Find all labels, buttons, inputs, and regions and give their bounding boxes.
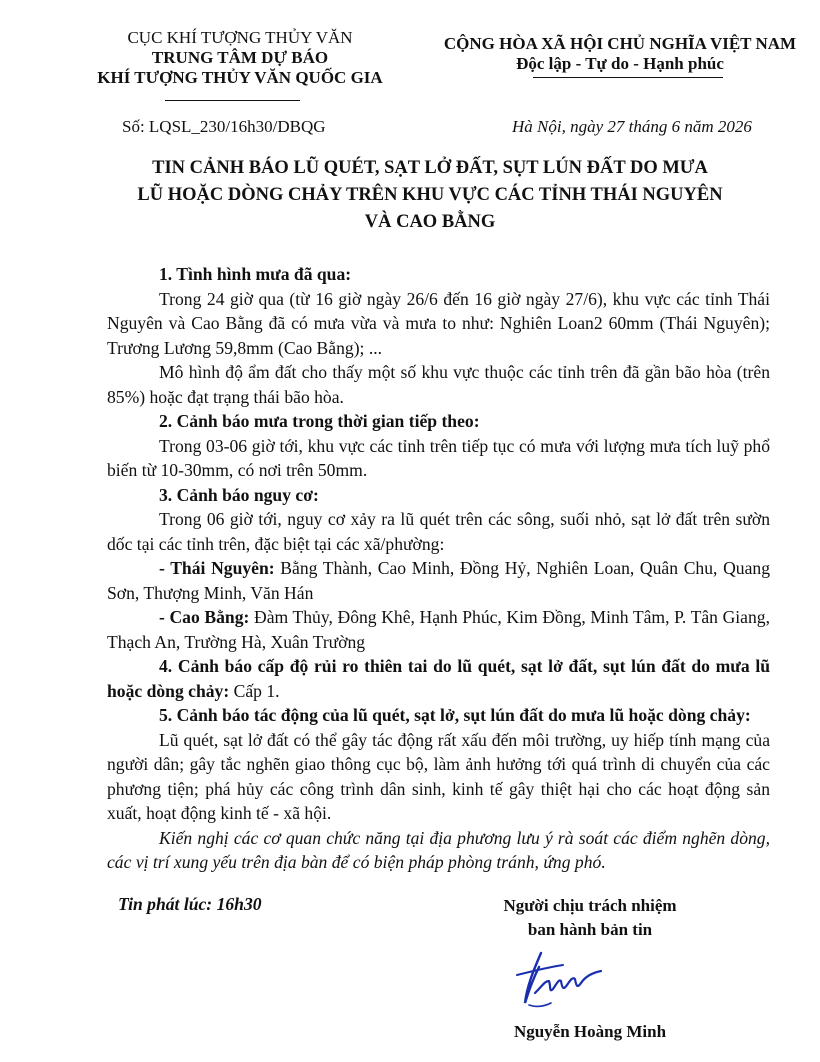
section-3-paragraph: Trong 06 giờ tới, nguy cơ xảy ra lũ quét trên các sông, suối nhỏ, sạt lở đất trên sườn dốc tại các tỉnh trên, đặc biệt tại các xã/phường: xyxy=(107,509,770,554)
signer-role xyxy=(440,894,740,942)
section-1-heading: 1. Tình hình mưa đã qua: xyxy=(159,264,352,284)
section-3-thai-nguyen xyxy=(107,556,770,605)
section-5-heading: 5. Cảnh báo tác động của lũ quét, sạt lở, sụt lún đất do mưa lũ hoặc dòng chảy: xyxy=(159,705,751,725)
section-1-paragraph-2: Mô hình độ ẩm đất cho thấy một số khu vực thuộc các tỉnh trên đã gần bão hòa (trên 85%) hoặc đạt trạng thái bão hòa. xyxy=(107,362,770,407)
title-line-2: LŨ HOẶC DÒNG CHẢY TRÊN KHU VỰC CÁC TỈNH THÁI NGUYÊN xyxy=(137,185,723,205)
motto-underline xyxy=(533,77,723,78)
agency-parent: CỤC KHÍ TƯỢNG THỦY VĂN xyxy=(127,28,353,47)
section-2-heading: 2. Cảnh báo mưa trong thời gian tiếp theo: xyxy=(159,411,480,431)
country-name: CỘNG HÒA XÃ HỘI CHỦ NGHĨA VIỆT NAM xyxy=(443,34,797,53)
recommendation-paragraph: Kiến nghị các cơ quan chức năng tại địa phương lưu ý rà soát các điểm nghẽn dòng, các vị trí xung yếu trên địa bàn để có biện pháp phòng tránh, ứng phó. xyxy=(107,827,770,872)
risk-level-value: Cấp 1. xyxy=(233,680,280,701)
handwritten-signature xyxy=(505,945,615,1015)
section-5-paragraph: Lũ quét, sạt lở đất có thể gây tác động rất xấu đến môi trường, uy hiếp tính mạng của người dân; gây tắc nghẽn giao thông cục bộ, làm ảnh hưởng tới quá trình di chuyển của các phương tiện; phá hủy các công trình dân sinh, kinh tế gây thiệt hại cho các hoạt động sản xuất, hoạt động kinh tế - xã hội. xyxy=(107,729,770,823)
document-body xyxy=(107,262,770,875)
section-3-cao-bang xyxy=(107,605,770,654)
place-date: Hà Nội, ngày 27 tháng 6 năm 2026 xyxy=(512,117,752,136)
agency-underline xyxy=(165,100,300,101)
agency-name-line2: KHÍ TƯỢNG THỦY VĂN QUỐC GIA xyxy=(97,68,383,87)
signer-role-line-1: Người chịu trách nhiệm xyxy=(503,896,677,915)
title-line-1: TIN CẢNH BÁO LŨ QUÉT, SẠT LỞ ĐẤT, SỤT LÚN ĐẤT DO MƯA xyxy=(152,158,708,178)
signer-name: Nguyễn Hoàng Minh xyxy=(513,1022,667,1041)
signer-role-line-2: ban hành bản tin xyxy=(527,920,653,939)
cao-bang-list: Đàm Thủy, Đông Khê, Hạnh Phúc, Kim Đồng, Minh Tâm, P. Tân Giang, Thạch An, Trường Hà, Xuân Trường xyxy=(107,607,770,652)
thai-nguyen-list: Bằng Thành, Cao Minh, Đồng Hỷ, Nghiên Loan, Quân Chu, Quang Sơn, Thượng Minh, Văn Hán xyxy=(107,558,770,603)
section-4-heading: 4. Cảnh báo cấp độ rủi ro thiên tai do lũ quét, sạt lở đất, sụt lún đất do mưa lũ hoặc dòng chảy: xyxy=(107,656,770,701)
agency-name: TRUNG TÂM DỰ BÁO xyxy=(151,48,329,67)
document-number: Số: LQSL_230/16h30/DBQG xyxy=(122,117,326,136)
agency-block xyxy=(60,28,420,88)
section-4 xyxy=(107,654,770,703)
thai-nguyen-label: - Thái Nguyên: xyxy=(159,558,275,578)
document-title xyxy=(60,155,800,236)
section-3-heading: 3. Cảnh báo nguy cơ: xyxy=(159,484,319,505)
issued-time: Tin phát lúc: 16h30 xyxy=(118,894,262,914)
section-2-paragraph: Trong 03-06 giờ tới, khu vực các tỉnh trên tiếp tục có mưa với lượng mưa tích luỹ phổ biến từ 10-30mm, có nơi trên 50mm. xyxy=(107,435,770,480)
title-line-3: VÀ CAO BẰNG xyxy=(364,212,496,232)
motto: Độc lập - Tự do - Hạnh phúc xyxy=(516,54,724,73)
national-motto-block xyxy=(410,34,820,74)
section-1-paragraph-1: Trong 24 giờ qua (từ 16 giờ ngày 26/6 đến 16 giờ ngày 27/6), khu vực các tỉnh Thái Nguyên và Cao Bằng đã có mưa vừa và mưa to như: Nghiên Loan2 60mm (Thái Nguyên); Trương Lương 59,8mm (Cao Bằng); ... xyxy=(107,288,770,358)
cao-bang-label: - Cao Bằng: xyxy=(159,607,250,627)
